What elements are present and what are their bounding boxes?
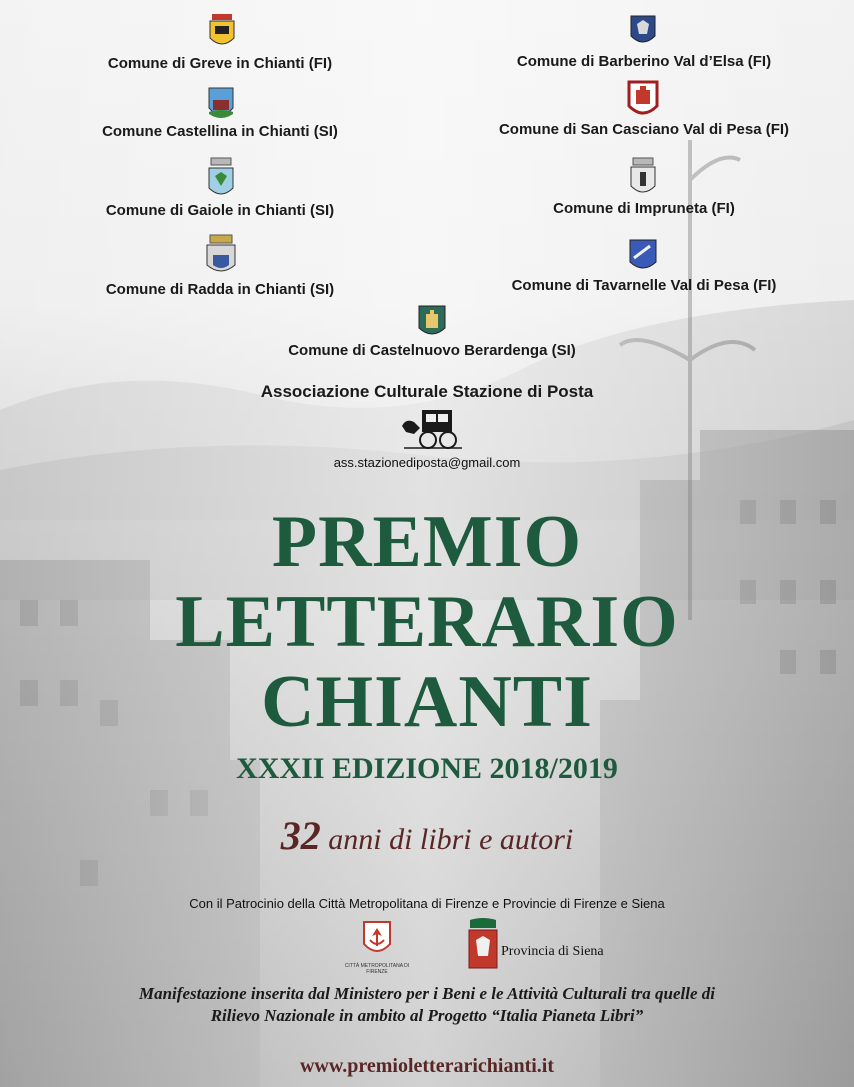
barberino-crest-icon [629, 14, 657, 48]
edition: XXXII EDIZIONE 2018/2019 [236, 752, 618, 785]
ministero-line-1: Manifestazione inserita dal Ministero per i Beni e le Attività Culturali tra quelle di [138, 984, 715, 1003]
title-line-2: LETTERARIO [175, 581, 679, 663]
provincia-siena-logo [466, 918, 500, 970]
comune-label-radda: Comune di Radda in Chianti (SI) [105, 281, 335, 298]
citta-metropolitana-caption: CITTÀ METROPOLITANA DI FIRENZE [344, 963, 410, 975]
tagline-number: 32 [280, 813, 321, 858]
ministero-line-2: Rilievo Nazionale in ambito al Progetto “Italia Pianeta Libri” [210, 1006, 644, 1025]
tavarnelle-crest-icon [628, 238, 658, 274]
impruneta-crest-icon [628, 156, 658, 198]
comune-label-greve: Comune di Greve in Chianti (FI) [107, 55, 333, 72]
comune-label-castellina: Comune Castellina in Chianti (SI) [102, 123, 338, 140]
radda-crest-icon [203, 233, 239, 277]
stagecoach-icon [400, 404, 464, 452]
comune-label-gaiole: Comune di Gaiole in Chianti (SI) [105, 202, 335, 219]
website-link[interactable]: www.premioletterarichianti.it [299, 1055, 554, 1077]
comune-label-barberino: Comune di Barberino Val d’Elsa (FI) [516, 53, 772, 70]
comune-label-san-casciano: Comune di San Casciano Val di Pesa (FI) [498, 121, 790, 138]
gaiole-crest-icon [207, 156, 235, 200]
castellina-crest-icon [207, 86, 235, 122]
comune-label-impruneta: Comune di Impruneta (FI) [553, 200, 735, 217]
castelnuovo-crest-icon [417, 302, 447, 340]
provincia-siena-label: Provincia di Siena [501, 944, 604, 959]
title-line-1: PREMIO [271, 501, 583, 583]
title-line-3: CHIANTI [261, 661, 593, 743]
greve-crest-icon [207, 12, 237, 52]
citta-metropolitana-logo [360, 918, 394, 962]
san-casciano-crest-icon [624, 80, 662, 120]
ministero-text [0, 983, 854, 1027]
tagline [0, 812, 854, 859]
comune-label-castelnuovo: Comune di Castelnuovo Berardenga (SI) [288, 342, 576, 359]
association-name: Associazione Culturale Stazione di Posta [260, 382, 594, 401]
comune-label-tavarnelle: Comune di Tavarnelle Val di Pesa (FI) [511, 277, 777, 294]
tagline-text: anni di libri e autori [320, 823, 574, 856]
association-email: ass.stazionediposta@gmail.com [333, 455, 521, 470]
patrocinio-text: Con il Patrocinio della Città Metropolitana di Firenze e Provincie di Firenze e Siena [189, 896, 665, 911]
